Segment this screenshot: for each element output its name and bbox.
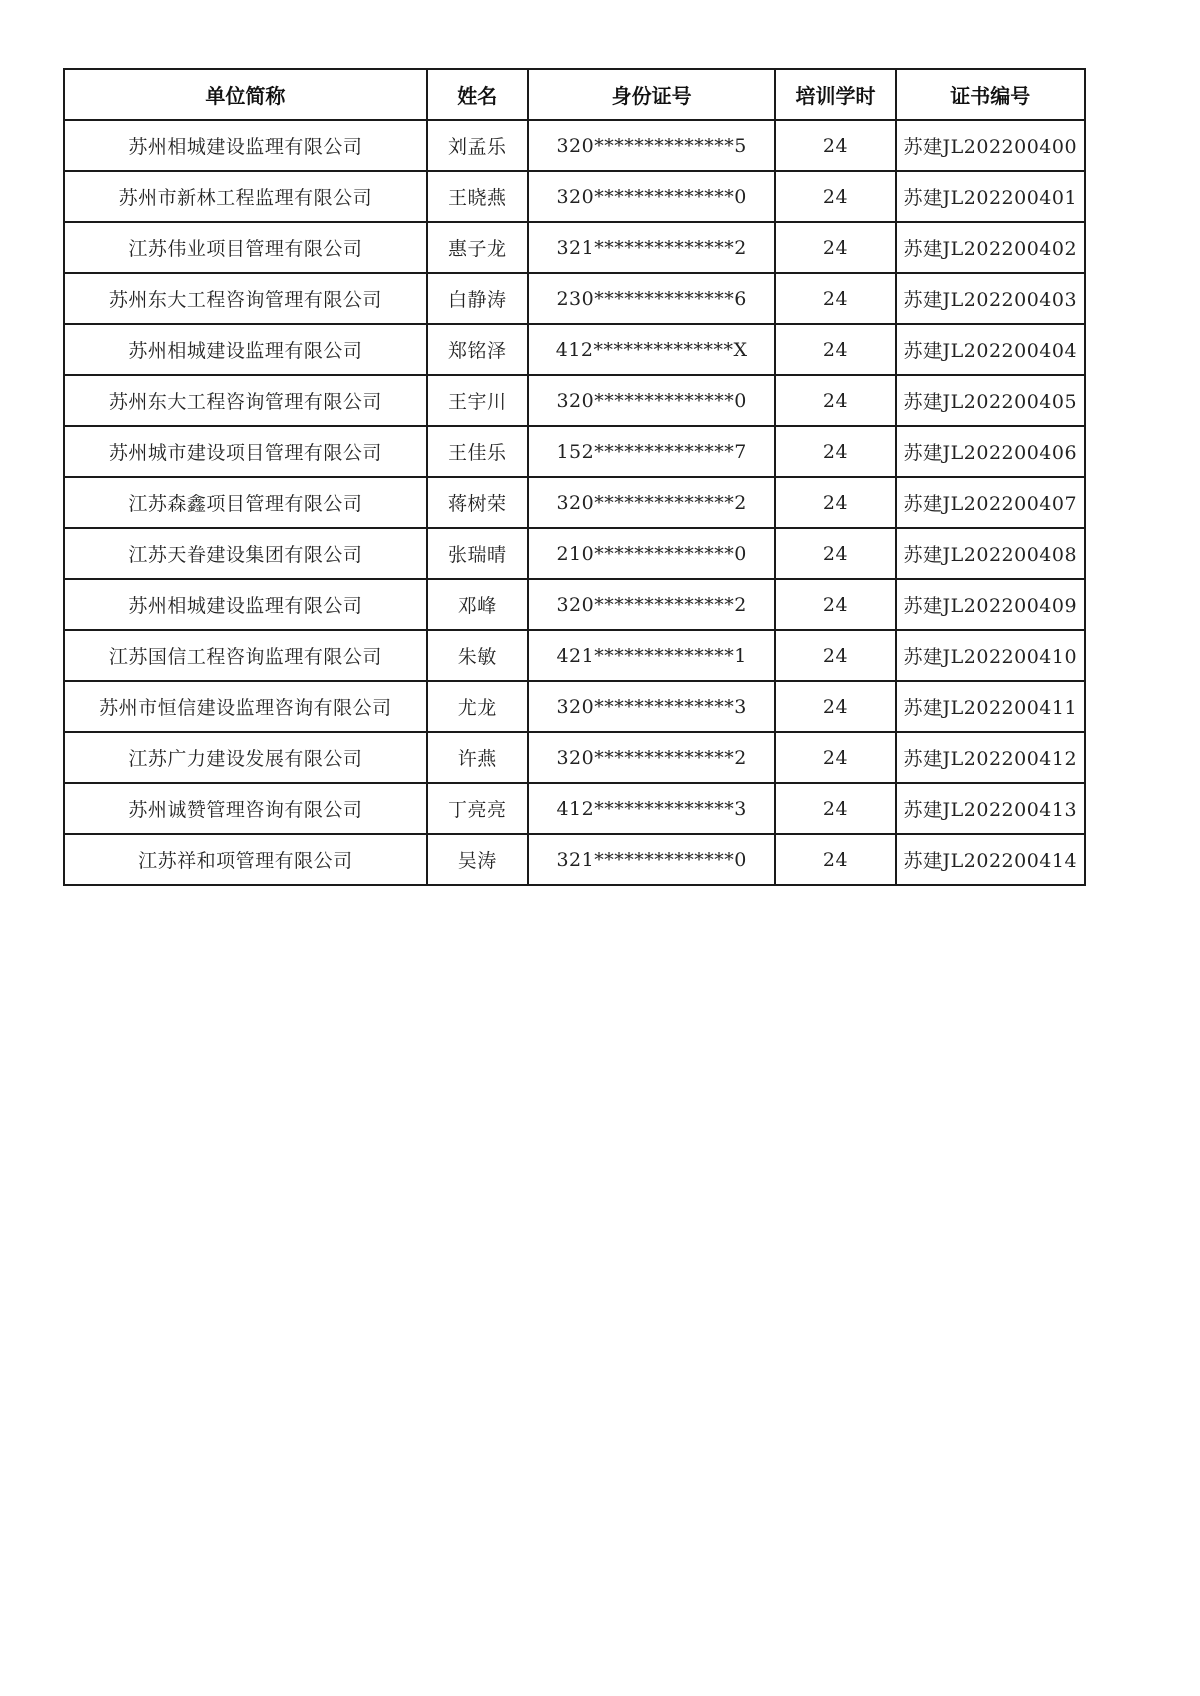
cell-unit: 苏州相城建设监理有限公司 <box>64 120 427 171</box>
cell-name: 蒋树荣 <box>427 477 528 528</box>
cell-certificate-no: 苏建JL202200406 <box>896 426 1085 477</box>
cell-id-number: 320**************2 <box>528 477 775 528</box>
table-row <box>64 477 1085 528</box>
cell-id-number: 320**************3 <box>528 681 775 732</box>
cell-training-hours: 24 <box>775 273 895 324</box>
cell-name: 白静涛 <box>427 273 528 324</box>
cell-name: 刘孟乐 <box>427 120 528 171</box>
cell-id-number: 412**************X <box>528 324 775 375</box>
cell-name: 王佳乐 <box>427 426 528 477</box>
cell-name: 王宇川 <box>427 375 528 426</box>
table-row <box>64 171 1085 222</box>
cell-unit: 江苏伟业项目管理有限公司 <box>64 222 427 273</box>
cell-training-hours: 24 <box>775 324 895 375</box>
cell-id-number: 320**************0 <box>528 171 775 222</box>
cell-training-hours: 24 <box>775 171 895 222</box>
cell-id-number: 230**************6 <box>528 273 775 324</box>
cell-unit: 苏州市恒信建设监理咨询有限公司 <box>64 681 427 732</box>
cell-name: 惠子龙 <box>427 222 528 273</box>
cell-unit: 苏州诚赞管理咨询有限公司 <box>64 783 427 834</box>
table-row <box>64 426 1085 477</box>
cell-training-hours: 24 <box>775 477 895 528</box>
header-id-number: 身份证号 <box>528 69 775 120</box>
cell-unit: 苏州相城建设监理有限公司 <box>64 579 427 630</box>
cell-unit: 江苏国信工程咨询监理有限公司 <box>64 630 427 681</box>
table-row <box>64 222 1085 273</box>
table-row <box>64 324 1085 375</box>
cell-training-hours: 24 <box>775 630 895 681</box>
cell-id-number: 152**************7 <box>528 426 775 477</box>
training-certificate-table <box>63 68 1086 886</box>
cell-training-hours: 24 <box>775 426 895 477</box>
cell-unit: 苏州市新林工程监理有限公司 <box>64 171 427 222</box>
table-row <box>64 375 1085 426</box>
cell-certificate-no: 苏建JL202200403 <box>896 273 1085 324</box>
table-header-row <box>64 69 1085 120</box>
cell-id-number: 320**************2 <box>528 732 775 783</box>
cell-unit: 江苏祥和项管理有限公司 <box>64 834 427 885</box>
cell-unit: 江苏广力建设发展有限公司 <box>64 732 427 783</box>
cell-unit: 江苏森鑫项目管理有限公司 <box>64 477 427 528</box>
document-page <box>63 68 1086 886</box>
cell-training-hours: 24 <box>775 222 895 273</box>
table-row <box>64 834 1085 885</box>
cell-training-hours: 24 <box>775 120 895 171</box>
cell-unit: 苏州城市建设项目管理有限公司 <box>64 426 427 477</box>
cell-certificate-no: 苏建JL202200408 <box>896 528 1085 579</box>
cell-certificate-no: 苏建JL202200405 <box>896 375 1085 426</box>
table-row <box>64 120 1085 171</box>
cell-name: 尤龙 <box>427 681 528 732</box>
cell-training-hours: 24 <box>775 681 895 732</box>
cell-certificate-no: 苏建JL202200407 <box>896 477 1085 528</box>
cell-training-hours: 24 <box>775 732 895 783</box>
table-row <box>64 732 1085 783</box>
cell-unit: 苏州东大工程咨询管理有限公司 <box>64 273 427 324</box>
cell-unit: 苏州东大工程咨询管理有限公司 <box>64 375 427 426</box>
cell-name: 朱敏 <box>427 630 528 681</box>
table-row <box>64 528 1085 579</box>
cell-certificate-no: 苏建JL202200413 <box>896 783 1085 834</box>
cell-certificate-no: 苏建JL202200414 <box>896 834 1085 885</box>
cell-name: 张瑞晴 <box>427 528 528 579</box>
cell-name: 邓峰 <box>427 579 528 630</box>
cell-certificate-no: 苏建JL202200402 <box>896 222 1085 273</box>
cell-id-number: 210**************0 <box>528 528 775 579</box>
cell-training-hours: 24 <box>775 783 895 834</box>
cell-training-hours: 24 <box>775 528 895 579</box>
cell-certificate-no: 苏建JL202200410 <box>896 630 1085 681</box>
cell-certificate-no: 苏建JL202200404 <box>896 324 1085 375</box>
cell-id-number: 320**************5 <box>528 120 775 171</box>
cell-name: 吴涛 <box>427 834 528 885</box>
cell-id-number: 421**************1 <box>528 630 775 681</box>
cell-name: 王晓燕 <box>427 171 528 222</box>
table-row <box>64 783 1085 834</box>
cell-certificate-no: 苏建JL202200409 <box>896 579 1085 630</box>
header-unit: 单位简称 <box>64 69 427 120</box>
cell-certificate-no: 苏建JL202200412 <box>896 732 1085 783</box>
cell-unit: 江苏天眷建设集团有限公司 <box>64 528 427 579</box>
cell-certificate-no: 苏建JL202200400 <box>896 120 1085 171</box>
cell-id-number: 321**************2 <box>528 222 775 273</box>
cell-id-number: 321**************0 <box>528 834 775 885</box>
cell-certificate-no: 苏建JL202200411 <box>896 681 1085 732</box>
cell-name: 许燕 <box>427 732 528 783</box>
cell-name: 丁亮亮 <box>427 783 528 834</box>
table-row <box>64 273 1085 324</box>
cell-id-number: 320**************2 <box>528 579 775 630</box>
cell-training-hours: 24 <box>775 834 895 885</box>
cell-training-hours: 24 <box>775 579 895 630</box>
cell-id-number: 320**************0 <box>528 375 775 426</box>
cell-id-number: 412**************3 <box>528 783 775 834</box>
cell-unit: 苏州相城建设监理有限公司 <box>64 324 427 375</box>
table-row <box>64 630 1085 681</box>
cell-name: 郑铭泽 <box>427 324 528 375</box>
table-row <box>64 579 1085 630</box>
header-training-hours: 培训学时 <box>775 69 895 120</box>
cell-training-hours: 24 <box>775 375 895 426</box>
cell-certificate-no: 苏建JL202200401 <box>896 171 1085 222</box>
header-name: 姓名 <box>427 69 528 120</box>
header-certificate-no: 证书编号 <box>896 69 1085 120</box>
table-row <box>64 681 1085 732</box>
